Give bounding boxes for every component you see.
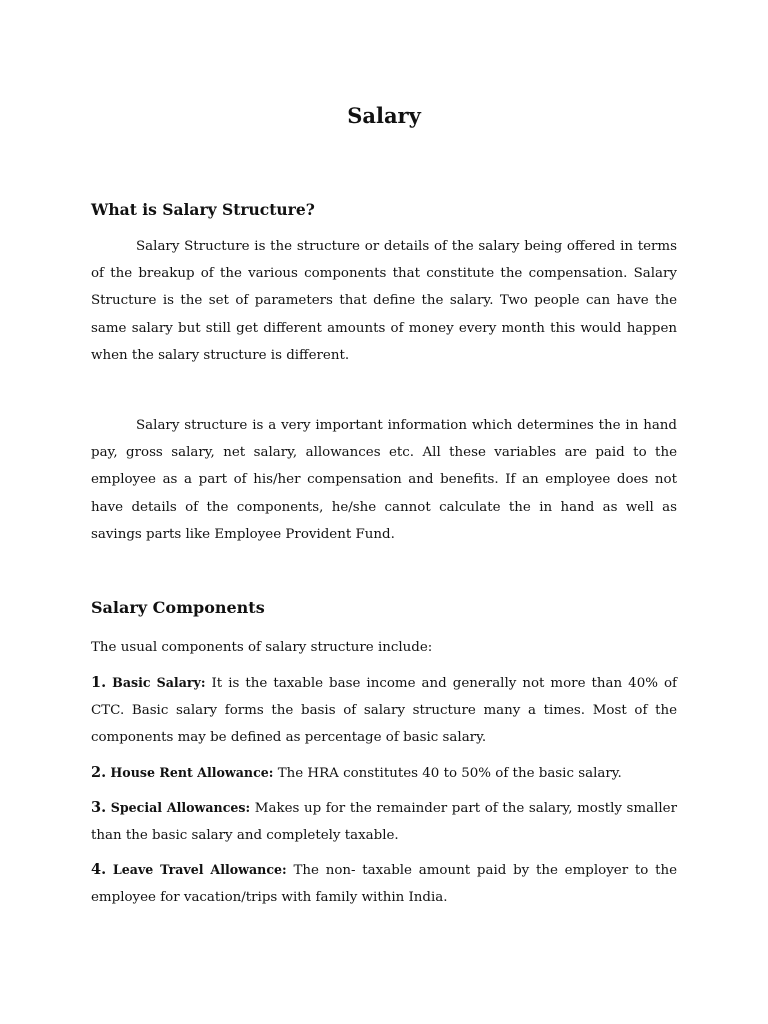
- list-item-label: Leave Travel Allowance:: [112, 862, 287, 877]
- list-item-text: The HRA constitutes 40 to 50% of the basic salary.: [277, 766, 622, 781]
- list-item: [91, 794, 677, 849]
- paragraph: Salary Structure is the structure or details of the salary being offered in terms of the breakup of the various components that constitute the compensation. Salary Structure is the set of parameters that define the salary. Two people can have the same salary but still get different amounts of money every month this would happen when the salary structure is different.: [91, 239, 677, 363]
- list-item-text: The non- taxable amount paid by the employer to the employee for vacation/trips with family within India.: [91, 863, 678, 906]
- list-item-text: It is the taxable base income and generally not more than 40% of CTC. Basic salary forms the basis of salary structure many a times. Most of the components may be defined as percentage of basic salary.: [91, 676, 677, 746]
- document-title: Salary: [347, 103, 421, 128]
- paragraph: Salary structure is a very important information which determines the in hand pay, gross salary, net salary, allowances etc. All these variables are paid to the employee as a part of his/her compensation and benefits. If an employee does not have details of the components, he/she cannot calculate the in hand as well as savings parts like Employee Provident Fund.: [91, 418, 677, 542]
- list-item-text: Makes up for the remainder part of the salary, mostly smaller than the basic salary and completely taxable.: [91, 801, 678, 844]
- list-item-number: 1.: [91, 674, 107, 691]
- list-item: [91, 856, 677, 911]
- section-heading-salary-structure: What is Salary Structure?: [91, 200, 315, 219]
- list-item-number: 3.: [91, 799, 107, 816]
- list-item-label: Special Allowances:: [110, 800, 251, 815]
- list-item-label: Basic Salary:: [112, 675, 206, 690]
- list-item-number: 4.: [91, 861, 107, 878]
- list-item-number: 2.: [91, 764, 107, 781]
- list-item: [91, 759, 677, 787]
- section-heading-salary-components: Salary Components: [91, 598, 265, 617]
- list-item-label: House Rent Allowance:: [110, 765, 274, 780]
- list-item: [91, 669, 677, 752]
- components-intro: The usual components of salary structure include:: [91, 640, 433, 655]
